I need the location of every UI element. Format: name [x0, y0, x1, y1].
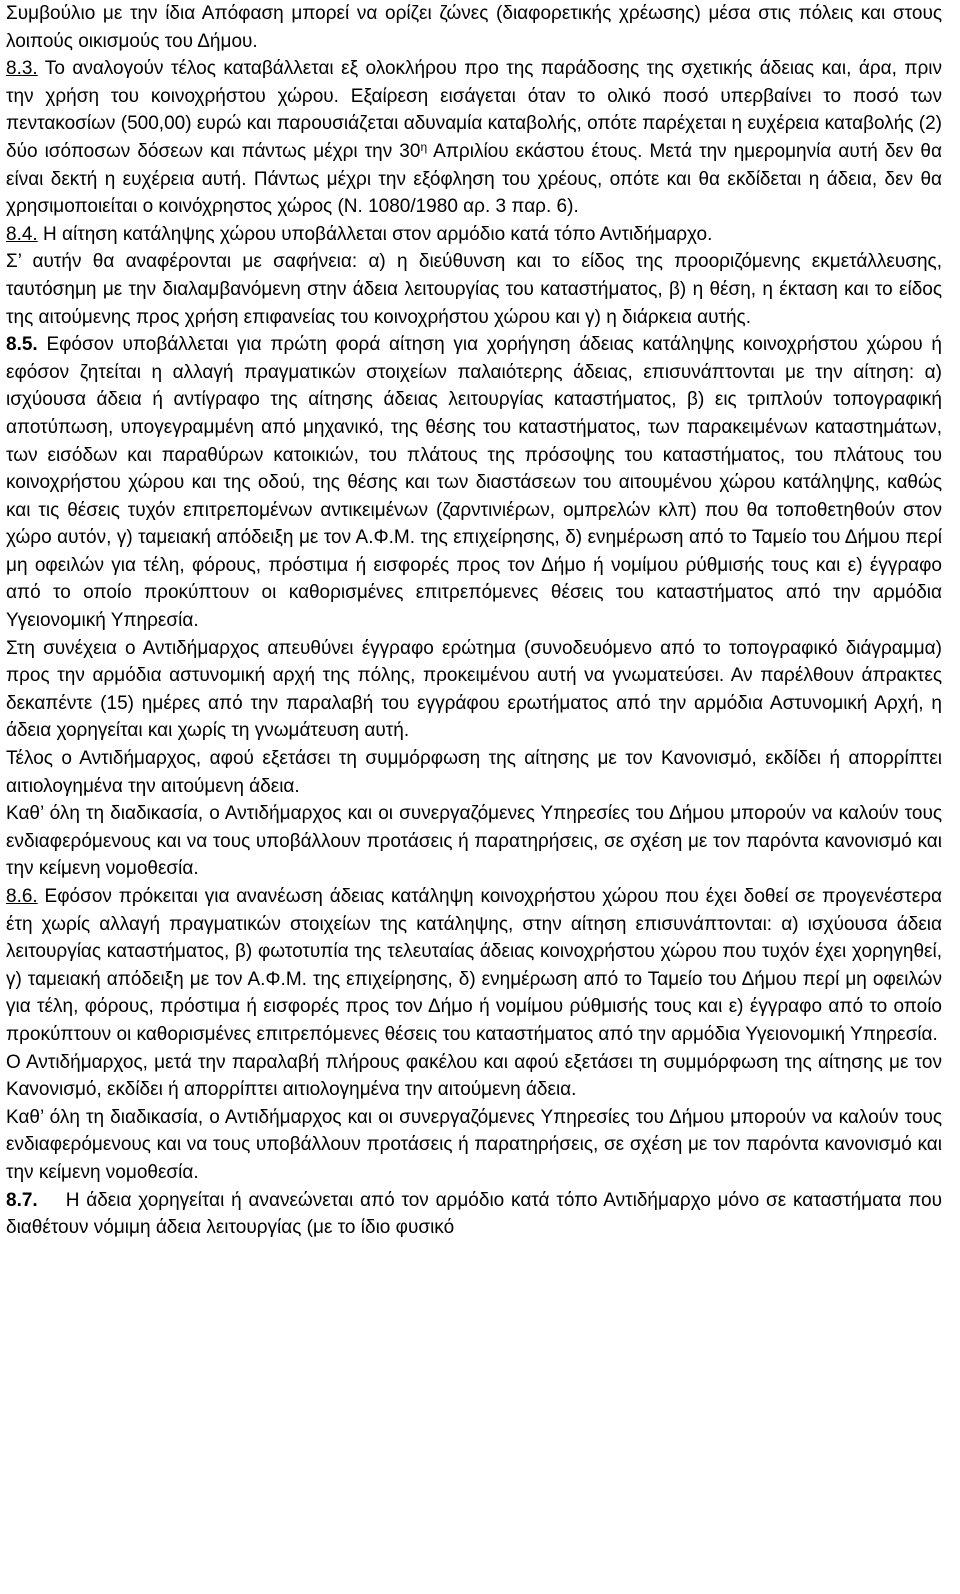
section-number: 8.3. [6, 58, 38, 80]
document-page [6, 0, 942, 1242]
paragraph-zones [6, 0, 942, 55]
paragraph-text: Εφόσον υποβάλλεται για πρώτη φορά αίτηση για χορήγηση άδειας κατάληψης κοινοχρήστου χώρου ή εφόσον ζητείται η αλλαγή πραγματικών στοιχείων παλαιότερης άδειας, επισυνάπτονται με την αίτηση: α) ισχύουσα άδεια ή αντίγραφο της αίτησης άδειας λειτουργίας καταστήματος, β) εις τριπλούν τοπογραφική αποτύπωση, υπογεγραμμένη από μηχανικό, της θέσης του καταστήματος, των παρακειμένων καταστημάτων, των εισόδων και παραθύρων κατοικιών, του πλάτους της πρόσοψης του καταστήματος, του πλάτους του κοινοχρήστου χώρου και της οδού, της θέσης και των διαστάσεων του αιτουμένου χώρου κατάληψης, καθώς και τις θέσεις τυχόν επιτρεπομένων αντικειμένων (ζαρντινιέρων, ομπρελών κλπ) που θα τοποθετηθούν στον χώρο αυτόν, γ) ταμειακή απόδειξη με τον Α.Φ.Μ. της επιχείρησης, δ) ενημέρωση από το Ταμείο του Δήμου περί μη οφειλών για τέλη, φόρους, πρόστιμα ή εισφορές προς τον Δήμο ή νομίμου ρύθμισής τους και ε) έγγραφο από το οποίο προκύπτουν οι καθορισμένες επιτρεπόμενες θέσεις του καταστήματος από την αρμόδια Υγειονομική Υπηρεσία. [6, 334, 942, 632]
paragraph-8-5 [6, 331, 942, 635]
paragraph-police-opinion [6, 635, 942, 745]
ordinal-superscript: η [420, 139, 428, 154]
paragraph-text: Σ’ αυτήν θα αναφέρονται με σαφήνεια: α) η διεύθυνση και το είδος της προοριζόμενης εκμετάλλευσης, ταυτόσημη με την διαλαμβανόμενη στην άδεια λειτουργίας του καταστήματος, β) η θέση, η έκταση και το είδος της αιτούμενης προς χρήση επιφανείας του κοινοχρήστου χώρου και γ) η διάρκεια αυτής. [6, 251, 942, 328]
paragraph-issue-decision [6, 745, 942, 800]
paragraph-procedure-renewal [6, 1104, 942, 1187]
paragraph-8-7 [6, 1187, 942, 1242]
section-number: 8.4. [6, 223, 38, 245]
paragraph-text: Η άδεια χορηγείται ή ανανεώνεται από τον αρμόδιο κατά τόπο Αντιδήμαρχο μόνο σε καταστήματα που διαθέτουν νόμιμη άδεια λειτουργίας (με το ίδιο φυσικό [6, 1189, 942, 1239]
paragraph-text: Καθ’ όλη τη διαδικασία, ο Αντιδήμαρχος και οι συνεργαζόμενες Υπηρεσίες του Δήμου μπορούν να καλούν τους ενδιαφερόμενους και να τους υποβάλλουν προτάσεις ή παρατηρήσεις, σε σχέση με τον παρόντα κανονισμό και την κείμενη νομοθεσία. [6, 803, 942, 880]
paragraph-text: Στη συνέχεια ο Αντιδήμαρχος απευθύνει έγγραφο ερώτημα (συνοδευόμενο από το τοπογραφικό διάγραμμα) προς την αρμόδια αστυνομική αρχή της πόλης, προκειμένου αυτή να γνωματεύσει. Αν παρέλθουν άπρακτες δεκαπέντε (15) ημέρες από την παραλαβή του εγγράφου ερωτήματος από την αρμόδια Αστυνομική Αρχή, η άδεια χορηγείται και χωρίς τη γνωμάτευση αυτή. [6, 637, 942, 742]
paragraph-renewal-decision [6, 1049, 942, 1104]
paragraph-text: Καθ’ όλη τη διαδικασία, ο Αντιδήμαρχος και οι συνεργαζόμενες Υπηρεσίες του Δήμου μπορούν να καλούν τους ενδιαφερόμενους και να τους υποβάλλουν προτάσεις ή παρατηρήσεις, σε σχέση με τον παρόντα κανονισμό και την κείμενη νομοθεσία. [6, 1106, 942, 1183]
section-number: 8.5. [6, 334, 38, 356]
paragraph-text: Το αναλογούν τέλος καταβάλλεται εξ ολοκλήρου προ της παράδοσης της σχετικής άδειας και, άρα, πριν την χρήση του κοινοχρήστου χώρου. Εξαίρεση εισάγεται όταν το ολικό ποσό υπερβαίνει το ποσό των πεντακοσίων (500,00) ευρώ και παρουσιάζεται αδυναμία καταβολής, οπότε παρέχεται η ευχέρεια καταβολής (2) δύο ισόποσων δόσεων και πάντως μέχρι την 30 [6, 58, 942, 162]
paragraph-8-3 [6, 55, 942, 221]
paragraph-8-4 [6, 221, 942, 249]
paragraph-text: Τέλος ο Αντιδήμαρχος, αφού εξετάσει τη συμμόρφωση της αίτησης με τον Κανονισμό, εκδίδει ή απορρίπτει αιτιολογημένα την αιτούμενη άδεια. [6, 748, 942, 797]
paragraph-text: Η αίτηση κατάληψης χώρου υποβάλλεται στον αρμόδιο κατά τόπο Αντιδήμαρχο. [37, 223, 713, 245]
paragraph-8-6 [6, 883, 942, 1049]
paragraph-text: Συμβούλιο με την ίδια Απόφαση μπορεί να ορίζει ζώνες (διαφορετικής χρέωσης) μέσα στις πόλεις και στους λοιπούς οικισμούς του Δήμου. [6, 3, 942, 52]
section-number: 8.7. [6, 1189, 38, 1211]
paragraph-text-continued: Απριλίου εκάστου έτους. Μετά την ημερομηνία αυτή δεν θα είναι δεκτή η ευχέρεια αυτή. Πάντως μέχρι την εξόφληση του χρέους, οπότε και θα εκδίδεται η άδεια, δεν θα χρησιμοποιείται ο κοινόχρηστος χώρος (Ν. 1080/1980 αρ. 3 παρ. 6). [6, 140, 942, 218]
paragraph-procedure [6, 800, 942, 883]
paragraph-text: Ο Αντιδήμαρχος, μετά την παραλαβή πλήρους φακέλου και αφού εξετάσει τη συμμόρφωση της αίτησης με τον Κανονισμό, εκδίδει ή απορρίπτει αιτιολογημένα την αιτούμενη άδεια. [6, 1051, 942, 1101]
section-number: 8.6. [6, 886, 38, 907]
paragraph-application-contents [6, 248, 942, 331]
paragraph-text: Εφόσον πρόκειται για ανανέωση άδειας κατάληψη κοινοχρήστου χώρου που έχει δοθεί σε προγενέστερα έτη χωρίς αλλαγή πραγματικών στοιχείων της κατάληψης, στην αίτηση επισυνάπτονται: α) ισχύουσα άδεια λειτουργίας καταστήματος, β) φωτοτυπία της τελευταίας άδειας κοινοχρήστου χώρου που τυχόν έχει χορηγηθεί, γ) ταμειακή απόδειξη με τον Α.Φ.Μ. της επιχείρησης, δ) ενημέρωση από το Ταμείο του Δήμου περί μη οφειλών για τέλη, φόρους, πρόστιμα ή εισφορές προς τον Δήμο ή νομίμου ρύθμισής τους και ε) έγγραφο από το οποίο προκύπτουν οι καθορισμένες επιτρεπόμενες θέσεις του καταστήματος από την αρμόδια Υγειονομική Υπηρεσία. [6, 886, 942, 1045]
